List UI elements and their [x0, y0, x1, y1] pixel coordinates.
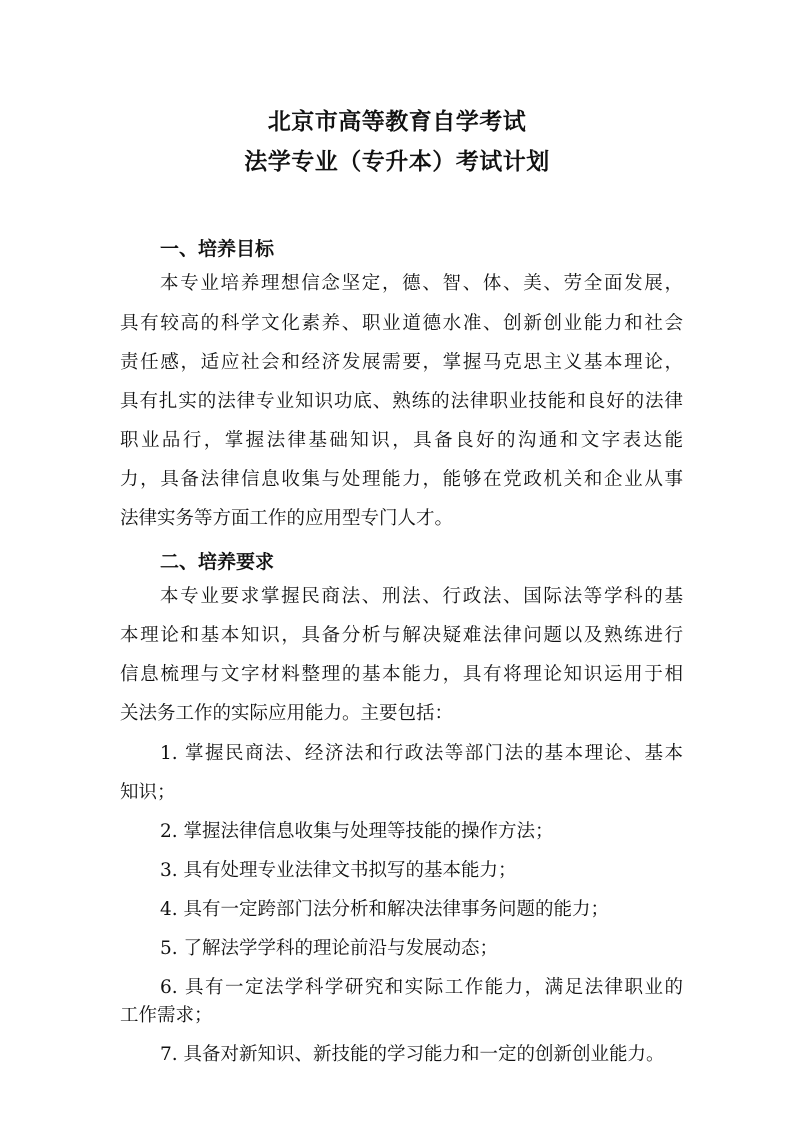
paragraph-line: 信息梳理与文字材料整理的基本能力，具有将理论知识运用于相 — [120, 664, 683, 685]
document-title-line-2: 法学专业（专升本）考试计划 — [244, 148, 550, 175]
list-item-5: 5. 了解法学学科的理论前沿与发展动态； — [160, 938, 499, 959]
document-title-line-1: 北京市高等教育自学考试 — [267, 108, 527, 135]
paragraph-line: 力，具备法律信息收集与处理能力，能够在党政机关和企业从事 — [120, 469, 683, 490]
paragraph-line: 关法务工作的实际应用能力。主要包括： — [120, 703, 454, 724]
paragraph-line: 法律实务等方面工作的应用型专门人才。 — [120, 508, 454, 529]
list-item-4: 4. 具有一定跨部门法分析和解决法律事务问题的能力； — [160, 899, 610, 920]
section-heading-training-goal: 一、培养目标 — [160, 238, 275, 260]
paragraph-line: 本理论和基本知识，具备分析与解决疑难法律问题以及熟练进行 — [120, 625, 683, 646]
section-heading-training-requirements: 二、培养要求 — [160, 551, 275, 573]
paragraph-line: 本专业培养理想信念坚定，德、智、体、美、劳全面发展， — [160, 273, 683, 294]
list-item-3: 3. 具有处理专业法律文书拟写的基本能力； — [160, 860, 517, 881]
list-item-6-continuation: 工作需求； — [120, 1005, 213, 1026]
list-item-1-continuation: 知识； — [120, 782, 176, 803]
paragraph-line: 具有较高的科学文化素养、职业道德水准、创新创业能力和社会 — [120, 313, 683, 334]
paragraph-line: 本专业要求掌握民商法、刑法、行政法、国际法等学科的基 — [160, 586, 683, 607]
paragraph-line: 责任感，适应社会和经济发展需要，掌握马克思主义基本理论， — [120, 352, 683, 373]
list-item-1: 1. 掌握民商法、经济法和行政法等部门法的基本理论、基本 — [160, 743, 683, 764]
list-item-2: 2. 掌握法律信息收集与处理等技能的操作方法； — [160, 821, 554, 842]
paragraph-line: 职业品行，掌握法律基础知识，具备良好的沟通和文字表达能 — [120, 430, 683, 451]
list-item-6: 6. 具有一定法学科学研究和实际工作能力，满足法律职业的 — [160, 977, 683, 998]
list-item-7: 7. 具备对新知识、新技能的学习能力和一定的创新创业能力。 — [160, 1044, 665, 1065]
paragraph-line: 具有扎实的法律专业知识功底、熟练的法律职业技能和良好的法律 — [120, 391, 683, 412]
